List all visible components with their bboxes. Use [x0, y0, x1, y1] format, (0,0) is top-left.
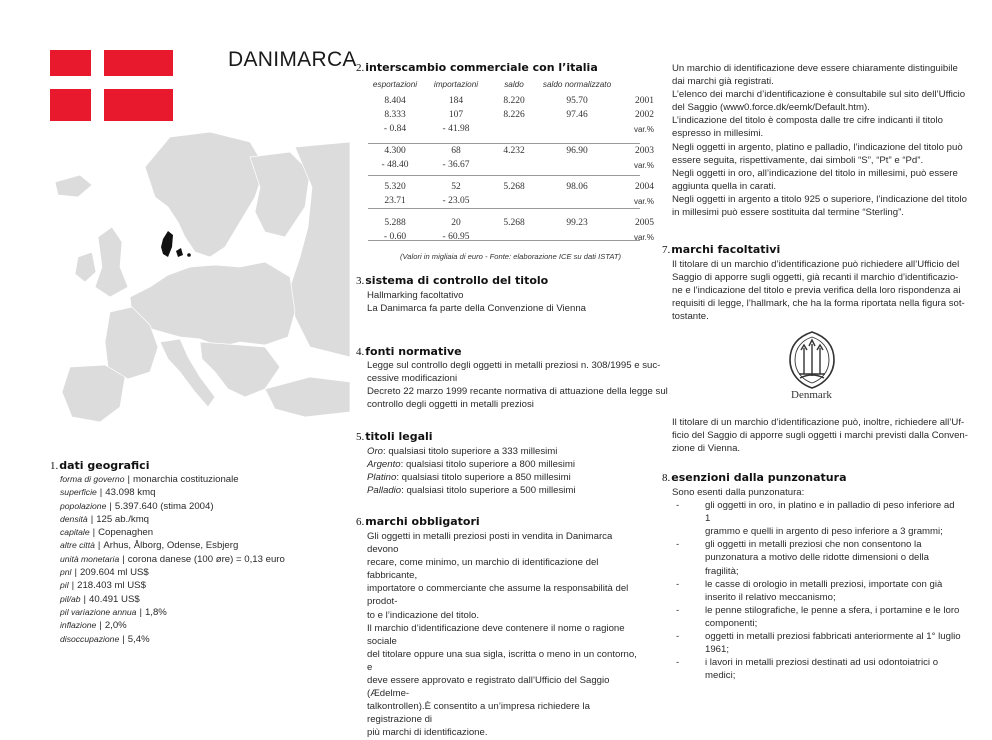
text-line: Legge sul controllo degli oggetti in metalli preziosi n. 308/1995 e suc- — [367, 360, 661, 371]
table-cell: 52 — [451, 182, 461, 192]
separator: | — [74, 567, 77, 579]
section4-heading — [356, 345, 462, 358]
separator: | — [99, 487, 103, 499]
geo-data-item — [60, 633, 285, 646]
text-line: le casse di orologio in metalli preziosi, importate con già — [705, 578, 943, 590]
table-row — [368, 230, 654, 244]
table-cell: 2002 — [635, 110, 654, 120]
section7-number: 7. — [662, 244, 671, 256]
section8-title: esenzioni dalla punzonatura — [671, 471, 847, 484]
col-header — [616, 80, 654, 94]
section6-heading — [356, 515, 480, 528]
bullet-dash: - — [676, 657, 680, 669]
col-header: esportazioni — [372, 80, 418, 89]
text-line: del titolare oppure una sua sigla, iscritta o meno in un contorno, e — [367, 648, 637, 673]
table-cell: - 23.05 — [442, 196, 470, 206]
table-cell: 98.06 — [566, 182, 588, 192]
table-cell: 5.288 — [384, 218, 406, 228]
col-header: saldo normalizzato — [542, 80, 612, 89]
geo-label: pnl — [60, 567, 72, 578]
text-line: Un marchio di identificazione deve essere chiaramente distinguibile — [672, 63, 958, 74]
text-line: deve essere approvato e registrato dall’Ufficio del Saggio (Ædelme- — [367, 675, 610, 700]
geo-data-item — [60, 593, 285, 606]
geo-data-item — [60, 579, 285, 592]
table-cell: 184 — [448, 96, 464, 106]
geo-value: 43.098 kmq — [105, 487, 156, 499]
trade-table — [368, 80, 654, 244]
hallmark-caption: Denmark — [791, 389, 832, 401]
text-line: punzonatura a motivo delle ridotte dimensioni o della fragilità; — [705, 552, 929, 577]
metal-name: Platino — [367, 472, 397, 484]
table-cell: - 60.95 — [442, 232, 470, 242]
table-cell: 8.333 — [384, 110, 406, 120]
exemption-item — [672, 656, 962, 682]
table-divider — [368, 240, 640, 241]
text-line: ficio del Saggio di apporre sugli oggetti i marchi previsti dalla Conven- — [672, 430, 968, 442]
geo-label: disoccupazione — [60, 633, 120, 644]
text-line: Il marchio d’identificazione deve contenere il nome o ragione sociale — [367, 622, 625, 647]
text-line: gli oggetti in metalli preziosi che non consentono la — [705, 539, 922, 551]
exemption-item — [672, 604, 962, 630]
table-cell: 8.220 — [503, 96, 525, 106]
section3-title: sistema di controllo del titolo — [365, 274, 549, 287]
geo-label: pil variazione annua — [60, 606, 137, 617]
bullet-dash: - — [676, 500, 680, 512]
section3-heading — [356, 274, 548, 287]
section5-title: titoli legali — [365, 430, 433, 443]
text-line: aggiunta quella in carati. — [672, 180, 777, 192]
text-line: La Danimarca fa parte della Convenzione di Vienna — [367, 303, 587, 315]
table-cell: 68 — [451, 146, 461, 156]
table-divider — [368, 175, 640, 176]
section7-body — [672, 258, 965, 323]
exemption-item — [672, 499, 962, 538]
table-cell: 95.70 — [566, 96, 588, 106]
exemption-item — [672, 578, 962, 604]
separator: | — [109, 500, 112, 512]
table-cell — [490, 230, 538, 244]
exemption-item — [672, 630, 962, 656]
geo-value: Arhus, Ålborg, Odense, Esbjerg — [103, 540, 239, 552]
denmark-flag — [50, 50, 173, 121]
text-line: del Saggio (www0.force.dk/eemk/Default.htm). — [672, 102, 870, 114]
text-line: più marchi di identificazione. — [367, 727, 488, 739]
exemption-item — [672, 538, 962, 577]
geo-data-item — [60, 526, 285, 539]
section7-title: marchi facoltativi — [671, 243, 781, 256]
metal-title: : qualsiasi titolo superiore a 333 millesimi — [383, 446, 558, 457]
section7-after — [672, 416, 968, 455]
section3-body — [367, 289, 586, 315]
table-row — [368, 122, 654, 136]
geo-value: 5.397.640 (stima 2004) — [114, 500, 214, 512]
text-line: controllo degli oggetti in metalli preziosi — [367, 399, 534, 411]
geo-data-item — [60, 619, 285, 632]
legal-title-item — [367, 471, 576, 484]
geo-value: 40.491 US$ — [89, 593, 140, 605]
table-cell — [490, 158, 538, 172]
table-cell: 8.226 — [503, 110, 525, 120]
text-line: espresso in millesimi. — [672, 128, 764, 140]
text-line: gli oggetti in oro, in platino e in palladio di peso inferiore ad 1 — [705, 500, 955, 525]
table-row — [368, 158, 654, 172]
legal-title-item — [367, 484, 576, 497]
table-cell: 5.320 — [384, 182, 406, 192]
metal-title: : qualsiasi titolo superiore a 850 millesimi — [396, 472, 571, 484]
text-line: le penne stilografiche, le penne a sfera, i portamine e le loro — [705, 604, 960, 616]
section5-body — [367, 445, 576, 497]
metal-name: Argento — [367, 459, 401, 471]
geo-data-item — [60, 513, 285, 526]
section8-number: 8. — [662, 472, 671, 484]
geo-data-item — [60, 553, 285, 566]
separator: | — [122, 553, 125, 565]
text-line: tostante. — [672, 311, 709, 323]
geo-data-item — [60, 539, 285, 552]
text-line: Negli oggetti in argento, platino e palladio, l’indicazione del titolo può — [672, 141, 963, 153]
table-cell: 8.404 — [384, 96, 406, 106]
section1-title: dati geografici — [59, 459, 150, 472]
table-cell: 2001 — [635, 96, 654, 106]
europe-map — [50, 127, 350, 432]
geo-label: capitale — [60, 527, 90, 538]
separator: | — [127, 474, 130, 485]
text-line: cessive modificazioni — [367, 373, 458, 385]
geo-data-list — [60, 473, 285, 646]
section4-number: 4. — [356, 346, 365, 358]
trade-table-header — [368, 80, 654, 94]
table-cell: - 41.98 — [442, 124, 470, 134]
section5-heading — [356, 430, 433, 443]
section6-title: marchi obbligatori — [365, 515, 480, 528]
table-cell: var.% — [633, 196, 654, 206]
section4-title: fonti normative — [365, 345, 462, 358]
text-line: in millesimi può essere sostituita dal termine “Sterling”. — [672, 207, 904, 219]
table-cell — [538, 230, 616, 244]
col-header: saldo — [504, 80, 524, 89]
section2-title: interscambio commerciale con l’italia — [365, 61, 598, 74]
text-line: Il titolare di un marchio d’identificazione può richiedere all’Ufficio del — [672, 259, 960, 270]
metal-title: : qualsiasi titolo superiore a 800 millesimi — [400, 459, 575, 471]
geo-value: 2,0% — [104, 620, 127, 632]
geo-value: corona danese (100 øre) = 0,13 euro — [127, 553, 285, 565]
text-line: talkontrollen).È consentito a un’impresa richiedere la registrazione di — [367, 701, 590, 726]
geo-data-item — [60, 486, 285, 499]
geo-label: pil/ab — [60, 593, 81, 604]
text-line: to e l’indicazione del titolo. — [367, 609, 479, 621]
geo-label: pil — [60, 580, 69, 591]
table-cell: 107 — [448, 110, 464, 120]
text-line: oggetti in metalli preziosi fabbricati anteriormente al 1° luglio — [705, 631, 961, 643]
separator: | — [122, 633, 125, 645]
geo-label: unità monetaria — [60, 553, 120, 564]
text-line: Hallmarking facoltativo — [367, 290, 464, 301]
table-cell — [538, 158, 616, 172]
table-cell — [538, 194, 616, 208]
table-cell — [490, 122, 538, 136]
separator: | — [90, 513, 94, 525]
table-cell: 99.23 — [566, 218, 588, 228]
section7-heading — [662, 243, 780, 256]
text-line: Decreto 22 marzo 1999 recante normativa di attuazione della legge sul — [367, 386, 668, 398]
text-line: Negli oggetti in argento a titolo 925 o superiore, l’indicazione del titolo — [672, 193, 967, 205]
section3-number: 3. — [356, 275, 365, 287]
geo-value: 209.604 ml US$ — [79, 567, 149, 579]
text-line: importatore o commerciante che assume la responsabilità del prodot- — [367, 583, 629, 608]
separator: | — [99, 620, 102, 632]
geo-label: popolazione — [60, 500, 107, 511]
legal-title-item — [367, 458, 576, 471]
table-cell: - 0.84 — [383, 124, 407, 134]
section8-body — [672, 486, 962, 682]
table-divider — [368, 208, 640, 209]
table-row — [368, 208, 654, 230]
exemption-list — [672, 499, 962, 682]
geo-label: altre città — [60, 540, 95, 551]
separator: | — [71, 580, 75, 592]
table-cell: 20 — [451, 218, 461, 228]
bullet-dash: - — [676, 631, 680, 643]
text-line: L’indicazione del titolo è composta dalle tre cifre indicanti il titolo — [672, 115, 943, 127]
text-line: Il titolare di un marchio d’identificazione può, inoltre, richiedere all’Uf- — [672, 417, 965, 428]
section8-heading — [662, 471, 847, 484]
table-cell: 5.268 — [503, 182, 525, 192]
bullet-dash: - — [676, 578, 680, 590]
separator: | — [92, 527, 96, 539]
text-line: requisiti di legge, l’hallmark, che ha la forma riportata nella figura sot- — [672, 298, 965, 310]
text-line: Saggio di apporre sugli oggetti, già recanti il marchio d’identificazio- — [672, 272, 959, 284]
table-row — [368, 194, 654, 208]
separator: | — [83, 593, 87, 605]
section1-number: 1. — [50, 460, 59, 472]
section2-heading — [356, 61, 598, 74]
geo-value: 125 ab./kmq — [96, 513, 150, 525]
right-intro-text — [672, 62, 967, 219]
section1-heading — [50, 459, 149, 472]
section5-number: 5. — [356, 431, 365, 443]
geo-label: forma di governo — [60, 474, 125, 484]
table-cell — [538, 122, 616, 136]
geo-value: monarchia costituzionale — [133, 474, 239, 485]
text-line: ne e l’indicazione del titolo e previa verifica della loro rispondenza ai — [672, 285, 961, 297]
table-cell: - 36.67 — [442, 160, 470, 170]
table-cell: var.% — [633, 160, 654, 170]
section6-number: 6. — [356, 516, 365, 528]
table-cell: 2005 — [635, 218, 654, 228]
section6-body — [367, 530, 643, 740]
text-line: componenti; — [705, 617, 758, 629]
table-cell: 5.268 — [503, 218, 525, 228]
text-line: inserito il relativo meccanismo; — [705, 591, 836, 603]
separator: | — [139, 606, 142, 618]
geo-data-item — [60, 473, 285, 486]
geo-value: 218.403 ml US$ — [77, 580, 146, 592]
table-row — [368, 136, 654, 158]
table-cell: 4.232 — [503, 146, 525, 156]
text-line: Negli oggetti in oro, all’indicazione del titolo in millesimi, può essere — [672, 167, 958, 179]
metal-title: : qualsiasi titolo superiore a 500 millesimi — [401, 485, 576, 497]
table-source-note: (Valori in migliaia di euro - Fonte: elaborazione ICE su dati ISTAT) — [400, 252, 622, 261]
bullet-dash: - — [676, 539, 680, 551]
table-cell: 2003 — [635, 146, 654, 156]
metal-name: Palladio — [367, 485, 402, 497]
text-line: dai marchi già registrati. — [672, 76, 774, 88]
geo-label: densità — [60, 513, 88, 524]
table-cell: - 48.40 — [381, 160, 409, 170]
text-line: i lavori in metalli preziosi destinati ad usi odontoiatrici o medici; — [705, 657, 939, 682]
text-line: zione di Vienna. — [672, 443, 741, 455]
geo-data-item — [60, 566, 285, 579]
metal-name: Oro — [367, 446, 383, 457]
table-cell: 4.300 — [384, 146, 406, 156]
table-row — [368, 108, 654, 122]
table-row — [368, 94, 654, 108]
text-line: essere seguita, rispettivamente, dai simboli “S”, “Pt” e “Pd”. — [672, 154, 924, 166]
bullet-dash: - — [676, 604, 680, 616]
table-cell: 97.46 — [566, 110, 588, 120]
geo-value: 1,8% — [144, 606, 167, 618]
section8-intro: Sono esenti dalla punzonatura: — [672, 487, 805, 498]
table-divider — [368, 143, 640, 144]
geo-value: Copenaghen — [98, 527, 154, 539]
col-header: importazioni — [433, 80, 479, 89]
country-title: DANIMARCA — [228, 48, 357, 71]
section2-number: 2. — [356, 62, 365, 74]
text-line: grammo e quelli in argento di peso inferiore a 3 grammi; — [705, 526, 943, 538]
table-cell: 96.90 — [566, 146, 588, 156]
geo-data-item — [60, 606, 285, 619]
table-cell: - 0.60 — [383, 232, 407, 242]
text-line: Gli oggetti in metalli preziosi posti in vendita in Danimarca devono — [367, 531, 613, 556]
text-line: 1961; — [705, 644, 730, 656]
separator: | — [97, 540, 101, 552]
geo-value: 5,4% — [127, 633, 150, 645]
text-line: L’elenco dei marchi d’identificazione è consultabile sul sito dell’Ufficio — [672, 89, 966, 101]
section4-body — [367, 359, 668, 411]
geo-label: superficie — [60, 487, 97, 498]
geo-data-item — [60, 500, 285, 513]
table-cell: var.% — [633, 232, 654, 242]
table-cell: 23.71 — [384, 196, 406, 206]
table-cell — [490, 194, 538, 208]
table-cell: 2004 — [635, 182, 654, 192]
table-cell: var.% — [633, 124, 654, 134]
geo-label: inflazione — [60, 620, 97, 631]
legal-title-item — [367, 445, 576, 458]
text-line: recare, come minimo, un marchio di identificazione del fabbricante, — [367, 557, 599, 582]
